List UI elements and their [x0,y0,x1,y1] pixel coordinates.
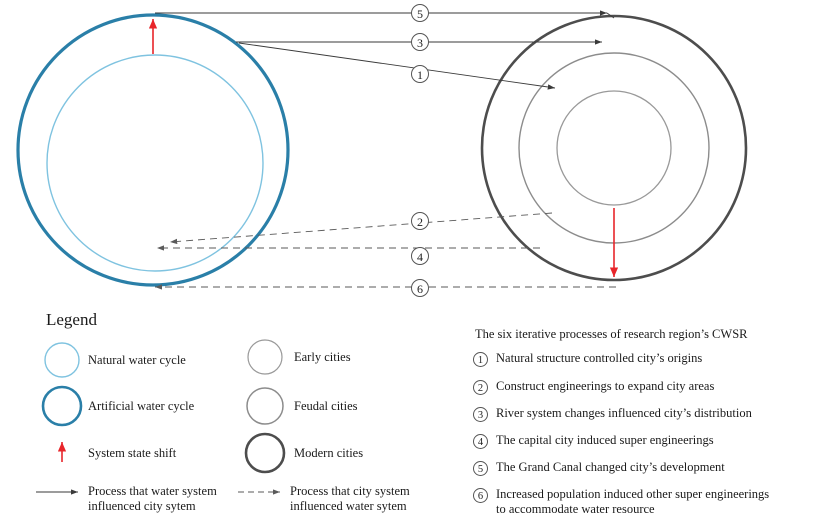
process-number-5: 5 [473,461,488,476]
flow-label-1: 1 [411,65,429,83]
flow-label-3: 3 [411,33,429,51]
legend-label-system-state-shift: System state shift [88,446,177,460]
natural-water-cycle-circle [47,55,263,271]
legend-natural-water-cycle-icon [45,343,79,377]
legend-label-feudal-cities: Feudal cities [294,399,358,413]
legend-label-modern-cities: Modern cities [294,446,364,460]
legend-title: Legend [46,310,97,329]
process-number-2: 2 [473,380,488,395]
process-number-1: 1 [473,352,488,367]
legend-flow-water-line1: Process that water system [88,484,217,498]
process-number-6: 6 [473,488,488,503]
process-text-6: Increased population induced other super engineerings [496,487,770,501]
process-text-1: Natural structure controlled city’s origins [496,351,703,365]
process-1-arrow [239,43,555,88]
process-number-4: 4 [473,434,488,449]
process-text-3: River system changes influenced city’s distribution [496,406,752,420]
process-text-5: The Grand Canal changed city’s development [496,460,725,474]
legend-feudal-cities-icon [247,388,283,424]
legend-flow-water-line2: influenced city sytem [88,499,196,513]
process-text-2: Construct engineerings to expand city areas [496,379,715,393]
legend-flow-city-line1: Process that city system [290,484,410,498]
flow-label-4: 4 [411,247,429,265]
legend-flow-city-line2: influenced water sytem [290,499,407,513]
legend-artificial-water-cycle-icon [43,387,81,425]
early-cities-circle [557,91,671,205]
flow-label-2: 2 [411,212,429,230]
legend-label-early-cities: Early cities [294,350,351,364]
legend-early-cities-icon [248,340,282,374]
process-2-arrow [170,213,552,242]
legend-label-artificial-water-cycle: Artificial water cycle [88,399,195,413]
flow-label-6: 6 [411,279,429,297]
process-number-3: 3 [473,407,488,422]
process-text-4: The capital city induced super engineerings [496,433,714,447]
legend-modern-cities-icon [246,434,284,472]
processes-title: The six iterative processes of research region’s CWSR [475,327,748,341]
process-text-6-line2: to accommodate water resource [496,502,655,516]
legend-label-natural-water-cycle: Natural water cycle [88,353,186,367]
flow-label-5: 5 [411,4,429,22]
